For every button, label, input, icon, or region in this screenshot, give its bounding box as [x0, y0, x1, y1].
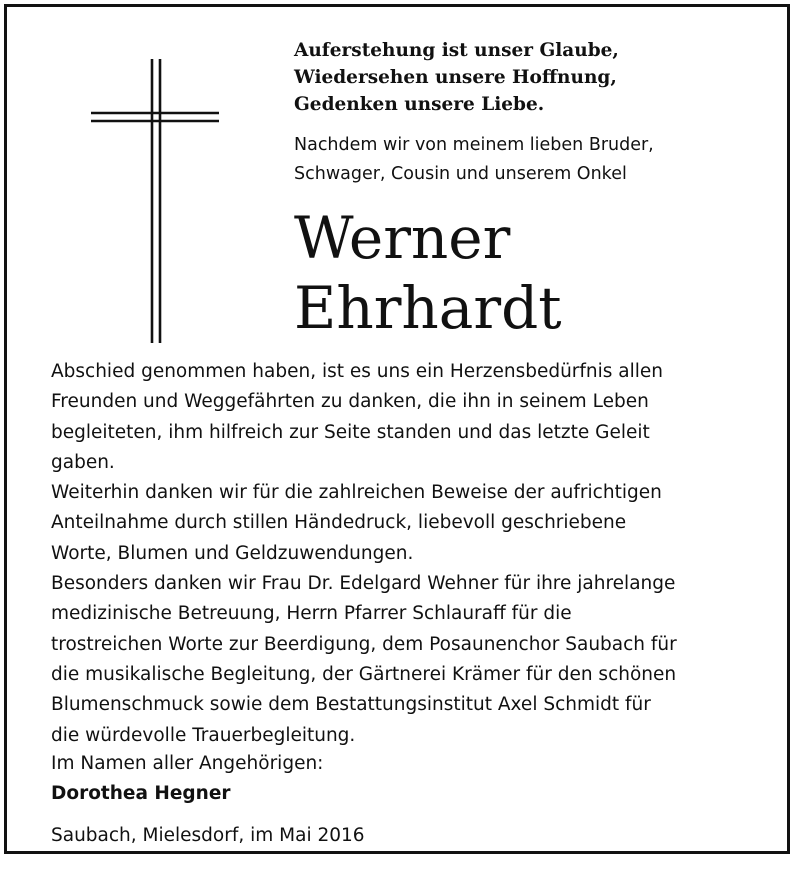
thanks-body [51, 357, 781, 751]
body-line: Besonders danken wir Frau Dr. Edelgard Wehner für ihre jahrelange [51, 573, 676, 595]
signer-name: Dorothea Hegner [51, 783, 231, 804]
intro-text [294, 131, 654, 189]
body-line: Weiterhin danken wir für die zahlreichen Beweise der aufrichtigen [51, 482, 662, 504]
body-line: die musikalische Begleitung, der Gärtnerei Krämer für den schönen [51, 663, 677, 685]
motto-line: Auferstehung ist unser Glaube, [294, 40, 619, 61]
deceased-name [294, 203, 562, 343]
body-line: Freunden und Weggefährten zu danken, die ihn in seinem Leben [51, 391, 649, 413]
body-line: gaben. [51, 451, 115, 473]
motto-verse [294, 37, 619, 118]
place-date: Saubach, Mielesdorf, im Mai 2016 [51, 825, 365, 846]
body-line: trostreichen Worte zur Beerdigung, dem Posaunenchor Saubach für [51, 633, 677, 655]
body-line: Worte, Blumen und Geldzuwendungen. [51, 542, 414, 564]
obituary-frame [4, 4, 790, 854]
deceased-last-name: Ehrhardt [294, 274, 562, 342]
body-line: medizinische Betreuung, Herrn Pfarrer Schlauraff für die [51, 603, 572, 625]
motto-line: Wiedersehen unsere Hoffnung, [294, 67, 617, 88]
motto-line: Gedenken unsere Liebe. [294, 94, 545, 115]
intro-line: Schwager, Cousin und unserem Onkel [294, 164, 627, 184]
closing-block [51, 749, 323, 809]
on-behalf-text: Im Namen aller Angehörigen: [51, 753, 324, 774]
body-line: begleiteten, ihm hilfreich zur Seite standen und das letzte Geleit [51, 421, 650, 443]
body-line: Anteilnahme durch stillen Händedruck, liebevoll geschriebene [51, 512, 627, 534]
body-line: Blumenschmuck sowie dem Bestattungsinstitut Axel Schmidt für [51, 694, 651, 716]
intro-line: Nachdem wir von meinem lieben Bruder, [294, 135, 654, 155]
body-line: die würdevolle Trauerbegleitung. [51, 724, 356, 746]
deceased-first-name: Werner [294, 204, 511, 272]
body-line: Abschied genommen haben, ist es uns ein Herzensbedürfnis allen [51, 361, 664, 382]
double-outline-cross-icon [85, 51, 225, 351]
